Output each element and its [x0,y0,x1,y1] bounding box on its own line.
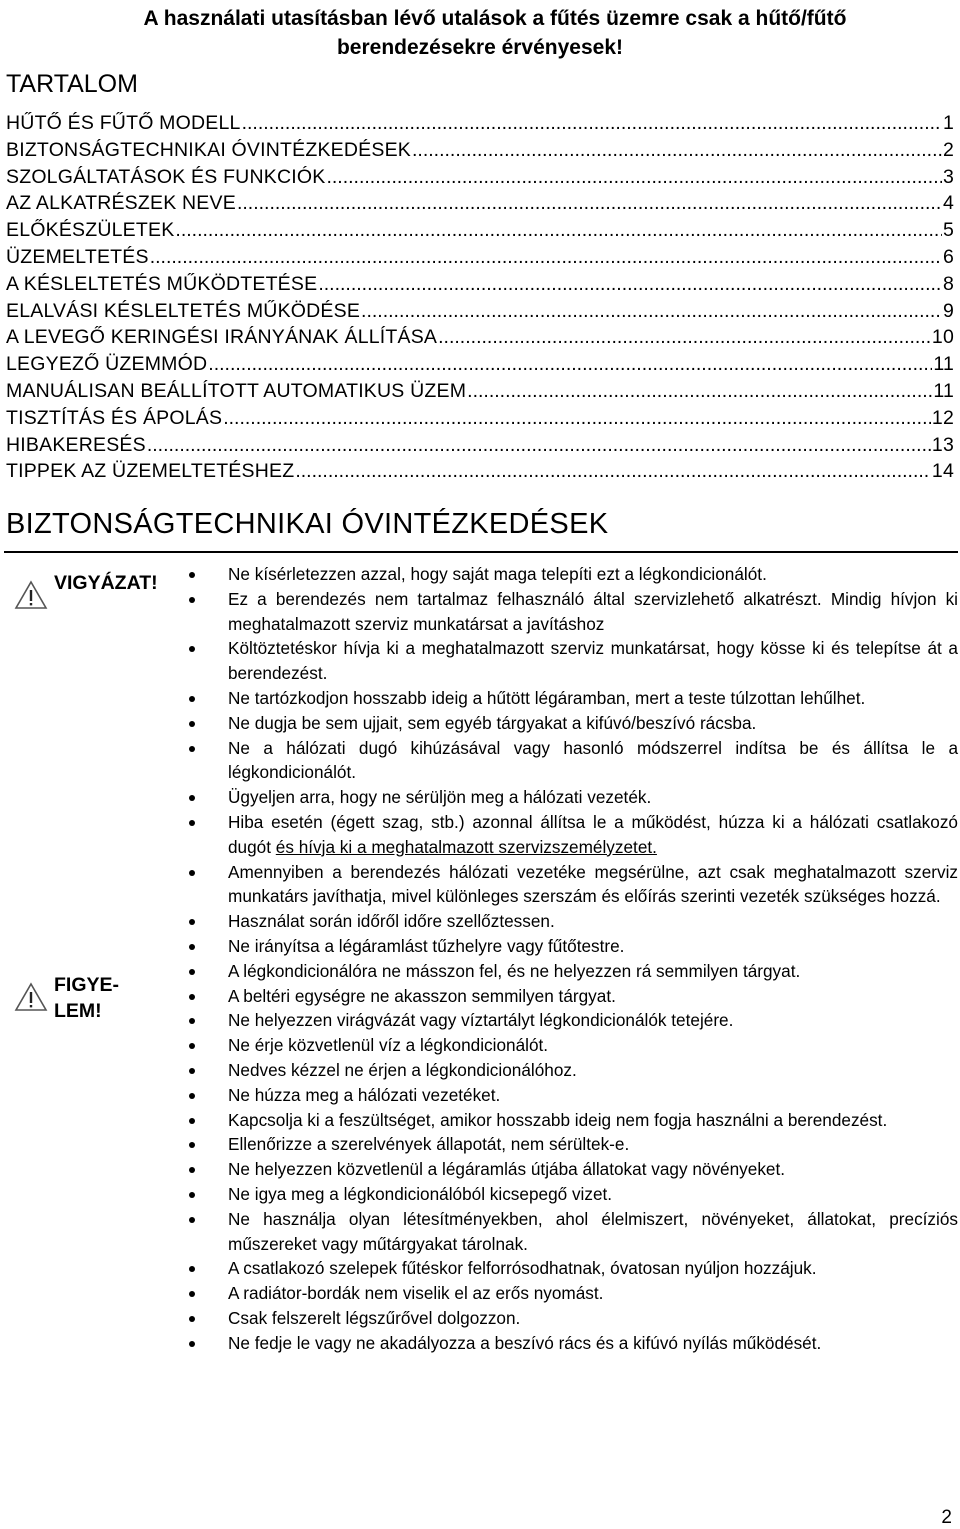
caution-label-line-1: FIGYE- [54,974,120,996]
toc-item-page: 6 [942,245,954,268]
list-item: Ne irányítsa a légáramlást tűzhelyre vagy fűtőtestre. [188,934,958,959]
toc-item-page: 5 [942,219,954,242]
toc-item-page: 1 [942,112,954,134]
toc-item[interactable] [6,326,954,353]
list-item: A légkondicionálóra ne másszon fel, és ne helyezzen rá semmilyen tárgyat. [188,959,958,984]
notice-line-1: A használati utasításban lévő utalások a fűtés üzemre csak a hűtő/fűtő [143,7,847,30]
toc-item-page: 14 [931,460,954,483]
toc-item-label: HŰTŐ ÉS FŰTŐ MODELL [6,112,241,134]
toc-item[interactable] [6,166,954,193]
list-item: Ne tartózkodjon hosszabb ideig a hűtött légáramban, mert a teste túlzottan lehűlhet. [188,686,958,711]
toc-item[interactable] [6,300,954,327]
toc-leader [237,192,942,215]
warning-label: VIGYÁZAT! [54,572,158,594]
heating-notice [0,4,960,62]
toc-item[interactable] [6,139,954,166]
toc-leader [438,326,931,349]
toc-item[interactable] [6,353,954,380]
toc-item-page: 9 [942,299,954,322]
notice-line-2: berendezésekre érvényesek! [336,36,624,59]
warning-triangle-icon [14,982,48,1012]
toc-item-label: TISZTÍTÁS ÉS ÁPOLÁS [6,406,223,429]
table-of-contents [6,112,954,487]
toc-item-label: TIPPEK AZ ÜZEMELTETÉSHEZ [6,460,295,483]
toc-item-label: SZOLGÁLTATÁSOK ÉS FUNKCIÓK [6,165,326,188]
toc-item-label: BIZTONSÁGTECHNIKAI ÓVINTÉZKEDÉSEK [6,138,411,161]
list-item: Ellenőrizze a szerelvények állapotát, nem sérültek-e. [188,1132,958,1157]
toc-item-page: 10 [931,326,954,349]
toc-item[interactable] [6,219,954,246]
toc-item-page: 11 [933,353,954,376]
toc-item[interactable] [6,434,954,461]
toc-leader [242,112,942,135]
toc-item[interactable] [6,273,954,300]
toc-item-page: 3 [942,165,954,188]
caution-marker [14,972,119,1024]
toc-item-label: AZ ALKATRÉSZEK NEVE [6,192,236,215]
toc-item-page: 2 [942,138,954,161]
section-divider [4,551,958,553]
list-item: Ne érje közvetlenül víz a légkondicionálót. [188,1033,958,1058]
toc-item-label: ÜZEMELTETÉS [6,245,149,268]
toc-item-page: 4 [942,192,954,215]
toc-item-page: 12 [931,406,954,429]
warning-marker [14,570,158,610]
toc-leader [175,219,942,242]
toc-item-label: HIBAKERESÉS [6,433,146,456]
toc-leader [361,300,942,323]
toc-title: TARTALOM [6,70,138,98]
list-item: Ez a berendezés nem tartalmaz felhasználó által szervizlehető alkatrészt. Mindig hívjon ki meghatalmazott szerviz munkatársat a javításhoz [188,587,958,637]
list-item: Ne használja olyan létesítményekben, ahol élelmiszert, növényeket, állatokat, precíziós műszereket vagy műtárgyakat tárolnak. [188,1207,958,1257]
list-item: Nedves kézzel ne érjen a légkondicionálóhoz. [188,1058,958,1083]
list-item: Amennyiben a berendezés hálózati vezetéke megsérülne, azt csak meghatalmazott szerviz munkatárs javíthatja, mivel különleges szerszám és előírás szerinti vezeték szükséges hozzá. [188,860,958,910]
list-item: Ne kísérletezzen azzal, hogy saját maga telepíti ezt a légkondicionálót. [188,562,958,587]
list-item: Ne helyezzen virágvázát vagy víztartályt légkondicionálók tetejére. [188,1008,958,1033]
safety-section-title: BIZTONSÁGTECHNIKAI ÓVINTÉZKEDÉSEK [6,508,609,540]
list-item: Ne dugja be sem ujjait, sem egyéb tárgyakat a kifúvó/beszívó rácsba. [188,711,958,736]
toc-item[interactable] [6,380,954,407]
list-item: Ne húzza meg a hálózati vezetéket. [188,1083,958,1108]
toc-item-label: LEGYEZŐ ÜZEMMÓD [6,353,208,376]
toc-item[interactable] [6,246,954,273]
list-item: Ne fedje le vagy ne akadályozza a beszívó rács és a kifúvó nyílás működését. [188,1331,958,1356]
warning-triangle-icon [14,580,48,610]
toc-leader [295,460,931,483]
toc-item-page: 8 [942,272,954,295]
list-item: Ne a hálózati dugó kihúzásával vagy hasonló módszerrel indítsa be és állítsa le a légkondicionálót. [188,736,958,786]
list-item: Csak felszerelt légszűrővel dolgozzon. [188,1306,958,1331]
toc-leader [208,353,932,376]
underlined-text: és hívja ki a meghatalmazott szervizszemélyzetet. [275,836,657,857]
list-item: Kapcsolja ki a feszültséget, amikor hosszabb ideig nem fogja használni a berendezést. [188,1108,958,1133]
list-item [188,810,958,860]
list-item: A radiátor-bordák nem viselik el az erős nyomást. [188,1281,958,1306]
toc-item-page: 13 [931,433,954,456]
toc-leader [326,166,942,189]
list-item: Ne helyezzen közvetlenül a légáramlás útjába állatokat vagy növényeket. [188,1157,958,1182]
toc-item[interactable] [6,407,954,434]
list-item: Ne igya meg a légkondicionálóból kicsepegő vizet. [188,1182,958,1207]
toc-item[interactable] [6,112,954,139]
list-item: A csatlakozó szelepek fűtéskor felforrósodhatnak, óvatosan nyúljon hozzájuk. [188,1256,958,1281]
toc-item-page: 11 [933,379,954,402]
toc-leader [223,407,931,430]
toc-item-label: ELALVÁSI KÉSLELTETÉS MŰKÖDÉSE [6,299,361,322]
toc-leader [318,273,942,296]
toc-leader [412,139,942,162]
toc-leader [147,434,931,457]
caution-label-line-2: LEM! [54,1000,102,1022]
toc-item-label: A LEVEGŐ KERINGÉSI IRÁNYÁNAK ÁLLÍTÁSA [6,326,438,349]
list-item: Ügyeljen arra, hogy ne sérüljön meg a hálózati vezeték. [188,785,958,810]
toc-item[interactable] [6,460,954,487]
toc-item-label: A KÉSLELTETÉS MŰKÖDTETÉSE [6,272,318,295]
toc-item-label: MANUÁLISAN BEÁLLÍTOTT AUTOMATIKUS ÜZEM [6,379,467,402]
list-item: Költöztetéskor hívja ki a meghatalmazott szerviz munkatársat, hogy kösse ki és telepítse át a berendezést. [188,636,958,686]
toc-leader [150,246,942,269]
page-number: 2 [941,1507,952,1528]
toc-leader [467,380,932,403]
caution-label [54,972,119,1024]
list-item-text: Hiba esetén (égett szag, stb.) azonnal állítsa le a működést, húzza ki a hálózati csatlakozó dugót [228,811,958,857]
toc-item[interactable] [6,192,954,219]
safety-list [188,562,958,1356]
list-item: Használat során időről időre szellőztessen. [188,909,958,934]
list-item: A beltéri egységre ne akasszon semmilyen tárgyat. [188,984,958,1009]
toc-item-label: ELŐKÉSZÜLETEK [6,219,175,242]
